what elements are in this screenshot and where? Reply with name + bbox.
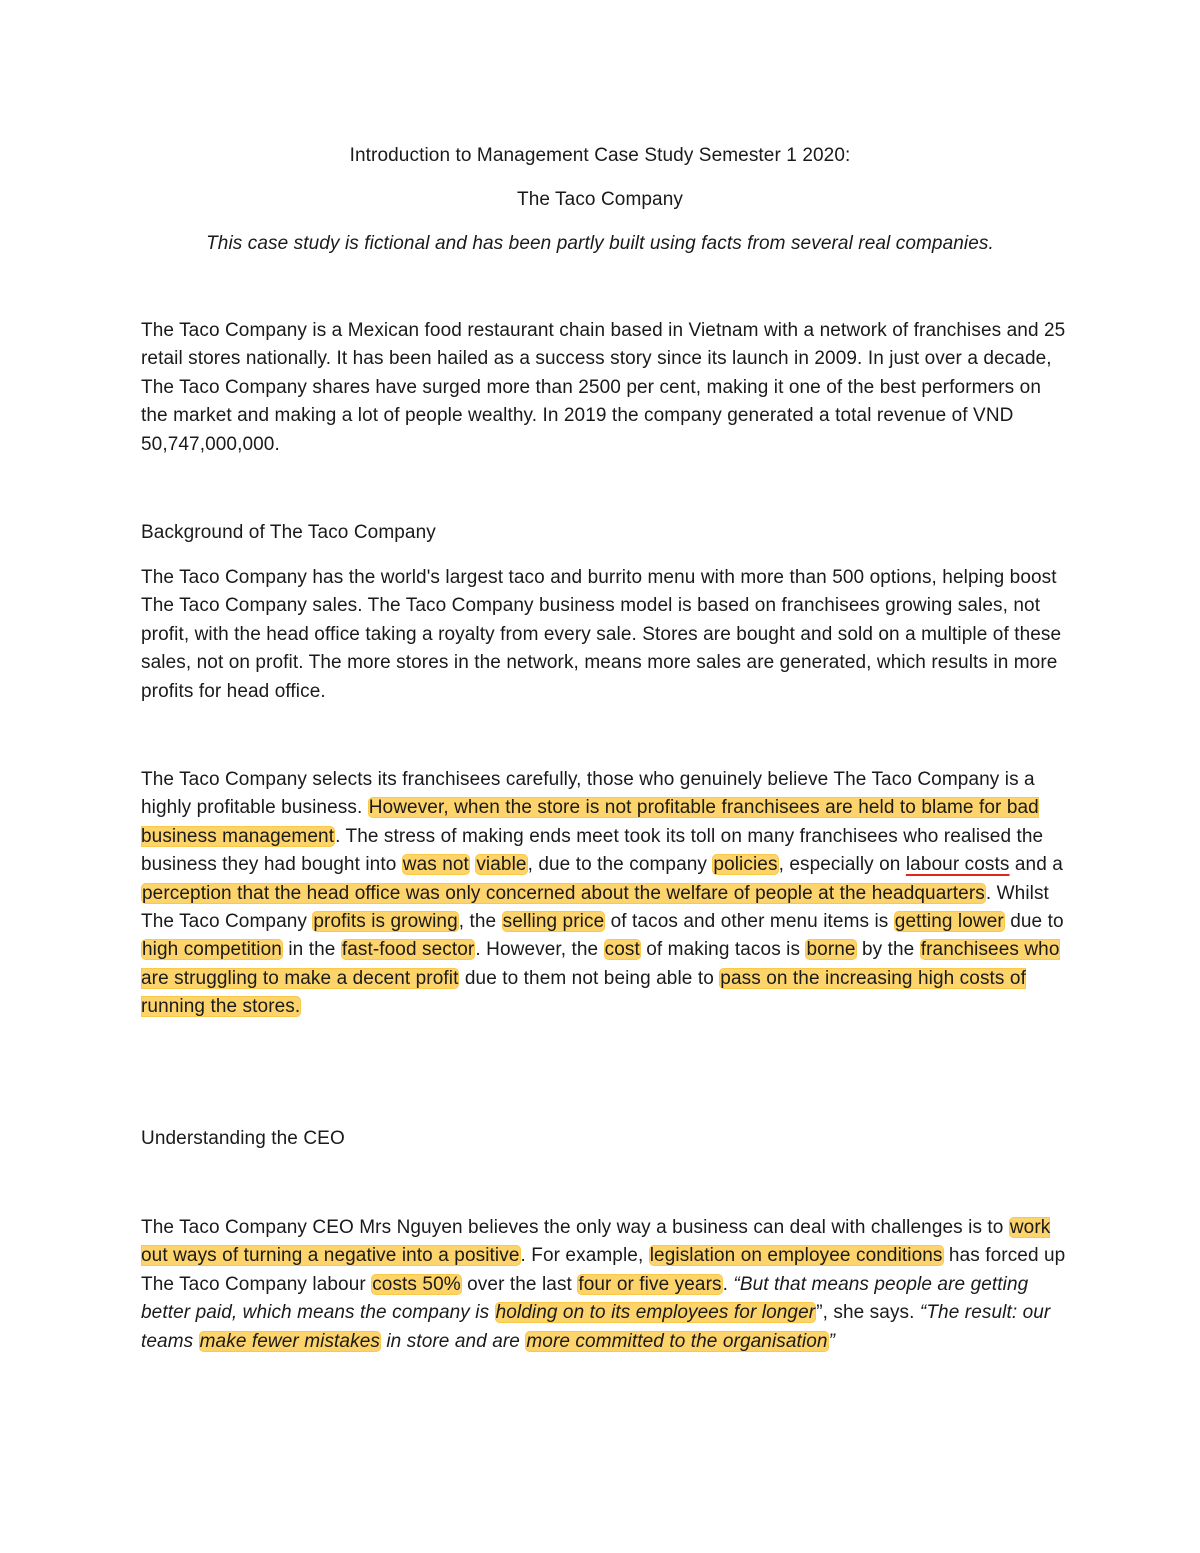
text-segment: over the last — [461, 1273, 578, 1295]
text-segment: “The result: our teams — [141, 1302, 1051, 1352]
text-segment: due to them not being able to — [459, 967, 720, 989]
text-segment: ”, she says. — [816, 1302, 920, 1324]
highlighted-text: selling price — [502, 911, 605, 933]
disclaimer-text: This case study is fictional and has been partly built using facts from several real companies. — [206, 233, 994, 254]
text-segment: due to — [1004, 911, 1064, 933]
highlighted-text: franchisees who are struggling to make a decent profit — [141, 939, 1060, 989]
highlighted-text: getting lower — [894, 911, 1004, 933]
highlighted-text: holding on to its employees for longer — [495, 1302, 816, 1324]
text-segment: . — [722, 1273, 734, 1295]
text-segment: and a — [1009, 854, 1063, 876]
background-heading: Background of The Taco Company — [141, 522, 436, 543]
text-segment: . The stress of making ends meet took its toll on many franchisees who realised the business they had bought into — [141, 825, 1044, 876]
text-segment: . However, the — [475, 939, 604, 961]
text-segment: The Taco Company selects its franchisees carefully, those who genuinely believe The Taco Company is a highly profitable business. — [141, 769, 1035, 819]
highlighted-text: costs 50% — [372, 1273, 461, 1295]
text-segment: of tacos and other menu items is — [605, 911, 894, 933]
text-segment: has forced up The Taco Company labour — [141, 1245, 1066, 1295]
highlighted-text: more committed to the organisation — [526, 1330, 828, 1352]
underlined-text: labour costs — [905, 854, 1010, 876]
text-segment: by the — [856, 939, 920, 961]
highlighted-text: legislation on employee conditions — [649, 1245, 943, 1267]
text-segment: . Whilst The Taco Company — [141, 882, 1049, 933]
highlighted-text: high competition — [142, 939, 282, 961]
text-segment: in the — [282, 939, 341, 961]
background-paragraph: The Taco Company has the world's largest taco and burrito menu with more than 500 options, helping boost The Taco Company sales. The Taco Company business model is based on franchisees growing sales, not profit, with the head office taking a royalty from every sale. Stores are bought and sold on a multiple of these sales, not on profit. The more stores in the network, means more sales are generated, which results in more profits for head office. — [141, 567, 1062, 702]
franchise-paragraph — [141, 766, 1071, 1022]
highlighted-text: viable — [476, 854, 527, 876]
text-segment: The Taco Company CEO Mrs Nguyen believes the only way a business can deal with challenges is to — [141, 1217, 1009, 1238]
highlighted-text: policies — [713, 854, 778, 876]
highlighted-text: cost — [604, 939, 640, 961]
text-segment: of making tacos is — [640, 939, 806, 961]
document-title: Introduction to Management Case Study Semester 1 2020: — [349, 145, 851, 166]
ceo-paragraph — [141, 1214, 1071, 1356]
text-segment: ” — [828, 1330, 836, 1352]
highlighted-text: profits is growing — [313, 911, 458, 933]
highlighted-text: four or five years — [578, 1273, 722, 1295]
intro-paragraph: The Taco Company is a Mexican food restaurant chain based in Vietnam with a network of franchises and 25 retail stores nationally. It has been hailed as a success story since its launch in 2009. In just over a decade, The Taco Company shares have surged more than 2500 per cent, making it one of the best performers on the market and making a lot of people wealthy. In 2019 the company generated a total revenue of VND 50,747,000,000. — [141, 320, 1066, 455]
highlighted-text: However, when the store is not profitable franchisees are held to blame for bad business management — [141, 797, 1039, 847]
text-segment: , the — [458, 911, 502, 933]
ceo-heading: Understanding the CEO — [141, 1128, 345, 1149]
highlighted-text: perception that the head office was only concerned about the welfare of people at the headquarters — [142, 882, 985, 904]
highlighted-text: was not — [402, 854, 469, 876]
highlighted-text: fast-food sector — [341, 939, 475, 961]
highlighted-text: borne — [806, 939, 856, 961]
text-segment: “But that means people are getting better paid, which means the company is — [141, 1273, 1029, 1324]
highlighted-text: make fewer mistakes — [199, 1330, 380, 1352]
document-subtitle: The Taco Company — [516, 189, 683, 210]
text-segment: . For example, — [520, 1245, 649, 1267]
text-segment: , especially on — [778, 854, 906, 876]
text-segment: , due to the company — [527, 854, 713, 876]
highlighted-text: pass on the increasing high costs of running the stores. — [141, 967, 1026, 1018]
text-segment: in store and are — [380, 1330, 526, 1352]
highlighted-text: work out ways of turning a negative into a positive — [141, 1217, 1051, 1267]
